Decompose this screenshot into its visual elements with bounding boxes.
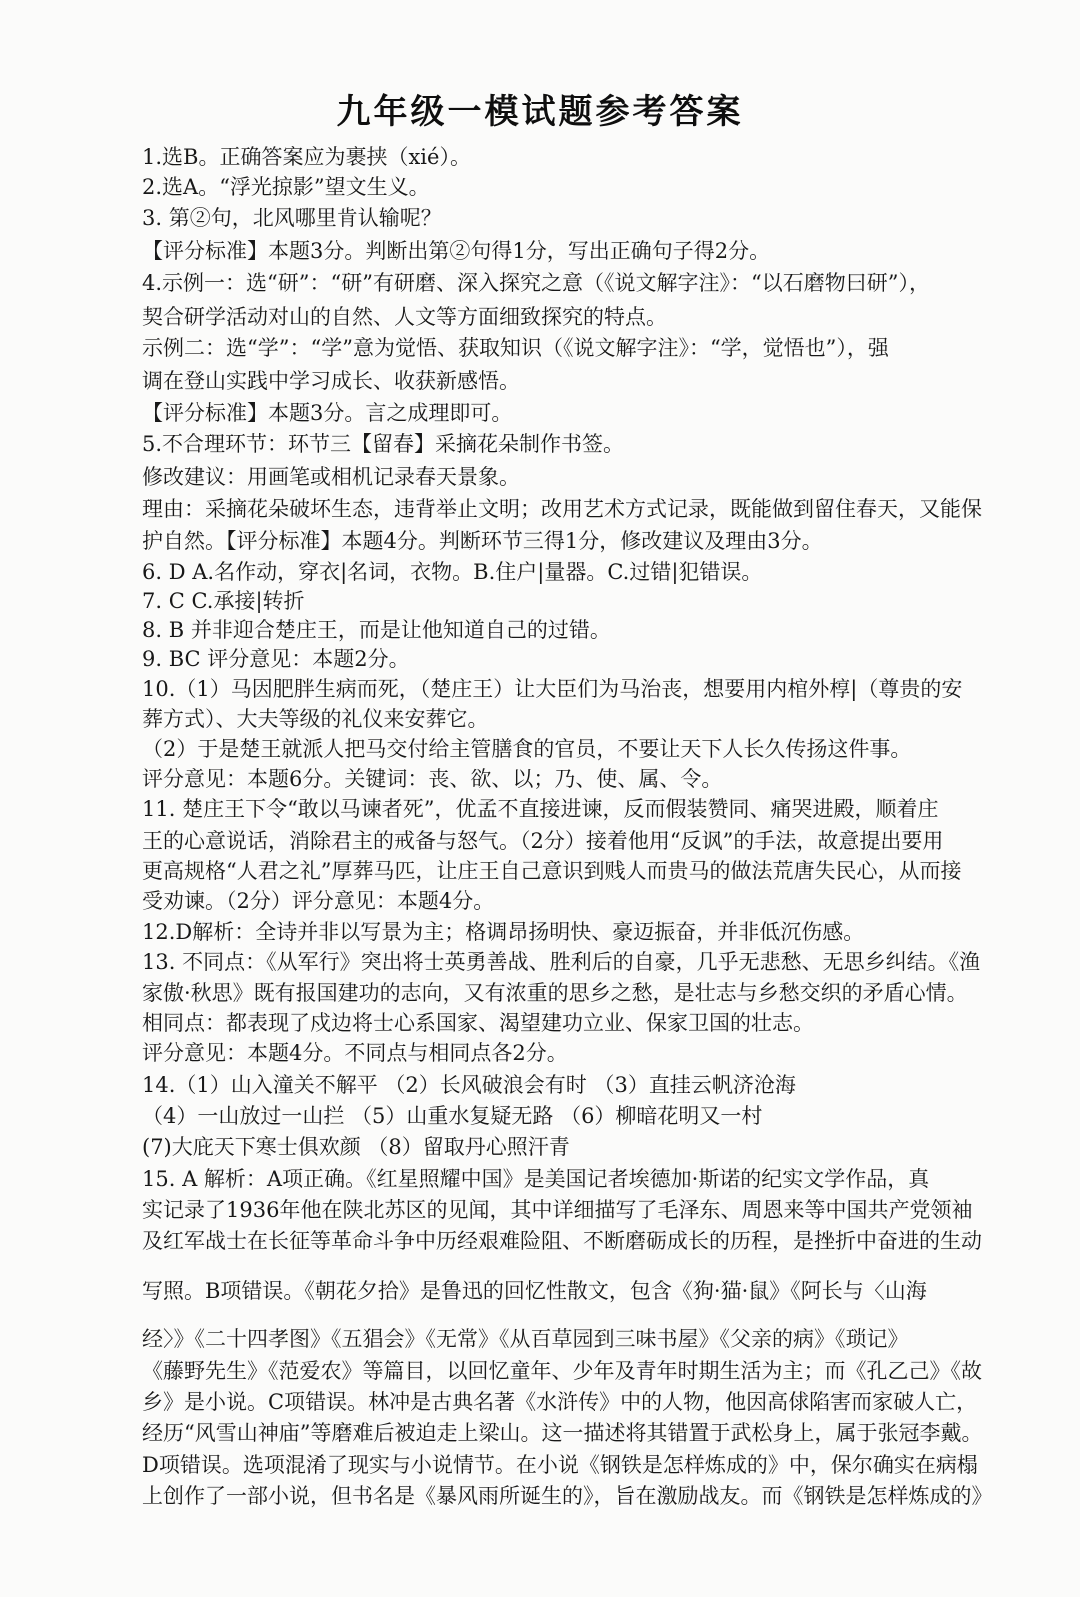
page-title: 九年级一模试题参考答案 (336, 92, 744, 132)
answer-line: 3. 第②句，北风哪里肯认输呢？ (142, 206, 442, 230)
answer-line: 4.示例一：选“研”：“研”有研磨、深入探究之意（《说文解字注》：“以石磨物曰研”）， (142, 271, 930, 295)
answer-line: 2.选A。“浮光掠影”望文生义。 (142, 175, 430, 199)
answer-line: 《藤野先生》《范爱农》等篇目，以回忆童年、少年及青年时期生活为主；而《孔乙己》《故 (142, 1359, 982, 1383)
answer-line: 15. A 解析：A项正确。《红星照耀中国》是美国记者埃德加·斯诺的纪实文学作品，真 (142, 1167, 930, 1191)
answer-line: 受劝谏。（2分）评分意见：本题4分。 (142, 889, 495, 913)
answer-line: 评分意见：本题4分。不同点与相同点各2分。 (142, 1041, 568, 1065)
answer-line: 【评分标准】本题3分。判断出第②句得1分，写出正确句子得2分。 (142, 239, 771, 263)
answer-line: 更高规格“人君之礼”厚葬马匹，让庄王自己意识到贱人而贵马的做法荒唐失民心，从而接 (142, 859, 962, 883)
answer-line: 5.不合理环节：环节三【留春】采摘花朵制作书签。 (142, 432, 625, 456)
answer-line: 9. BC 评分意见：本题2分。 (142, 647, 410, 671)
answer-line: 评分意见：本题6分。关键词：丧、欲、以；乃、使、属、令。 (142, 767, 723, 791)
answer-line: 相同点：都表现了戍边将士心系国家、渴望建功立业、保家卫国的壮志。 (142, 1011, 814, 1035)
answer-line: 契合研学活动对山的自然、人文等方面细致探究的特点。 (142, 305, 667, 329)
answer-line: 经历“风雪山神庙”等磨难后被迫走上梁山。这一描述将其错置于武松身上，属于张冠李戴。 (142, 1421, 983, 1445)
answer-line: 理由：采摘花朵破坏生态，违背举止文明；改用艺术方式记录，既能做到留住春天，又能保 (142, 497, 982, 521)
answer-line: 10.（1）马因肥胖生病而死，（楚庄王）让大臣们为马治丧，想要用内棺外椁|（尊贵的安 (142, 677, 963, 701)
answer-line: 家傲·秋思》既有报国建功的志向，又有浓重的思乡之愁，是壮志与乡愁交织的矛盾心情。 (142, 981, 968, 1005)
answer-line: 王的心意说话，消除君主的戒备与怒气。（2分）接着他用“反讽”的手法，故意提出要用 (142, 829, 944, 853)
answer-line: 【评分标准】本题3分。言之成理即可。 (142, 401, 513, 425)
answer-line: 写照。B项错误。《朝花夕拾》是鲁迅的回忆性散文，包含《狗·猫·鼠》《阿长与〈山海 (142, 1279, 927, 1303)
answer-line: 修改建议：用画笔或相机记录春天景象。 (142, 465, 520, 489)
answer-line: D项错误。选项混淆了现实与小说情节。在小说《钢铁是怎样炼成的》中，保尔确实在病榻 (142, 1453, 978, 1477)
answer-line: 实记录了1936年他在陕北苏区的见闻，其中详细描写了毛泽东、周恩来等中国共产党领袖 (142, 1198, 973, 1222)
answer-line: 13. 不同点：《从军行》突出将士英勇善战、胜利后的自豪，几乎无悲愁、无思乡纠结。《渔 (142, 950, 981, 974)
answer-line: 上创作了一部小说，但书名是《暴风雨所诞生的》，旨在激励战友。而《钢铁是怎样炼成的》 (142, 1484, 993, 1508)
answer-line: （2）于是楚王就派人把马交付给主管膳食的官员，不要让天下人长久传扬这件事。 (142, 737, 912, 761)
answer-line: 11. 楚庄王下令“敢以马谏者死”，优孟不直接进谏，反而假装赞同、痛哭进殿，顺着庄 (142, 797, 939, 821)
answer-line: 1.选B。正确答案应为裹挟（xié）。 (142, 145, 471, 169)
answer-line: 护自然。【评分标准】本题4分。判断环节三得1分，修改建议及理由3分。 (142, 529, 823, 553)
answer-line: （4）一山放过一山拦 （5）山重水复疑无路 （6）柳暗花明又一村 (142, 1104, 763, 1128)
answer-line: 及红军战士在长征等革命斗争中历经艰难险阻、不断磨砺成长的历程，是挫折中奋进的生动 (142, 1229, 982, 1253)
answer-line: 8. B 并非迎合楚庄王，而是让他知道自己的过错。 (142, 618, 611, 642)
answer-line: 12.D解析：全诗并非以写景为主；格调昂扬明快、豪迈振奋，并非低沉伤感。 (142, 920, 865, 944)
answer-line: 7. C C.承接|转折 (142, 589, 305, 613)
answer-line: 经〉》《二十四孝图》《五猖会》《无常》《从百草园到三味书屋》《父亲的病》《琐记》 (142, 1327, 909, 1351)
answer-line: 示例二：选“学”：“学”意为觉悟、获取知识（《说文解字注》：“学，觉悟也”），强 (142, 336, 889, 360)
answer-line: 葬方式）、大夫等级的礼仪来安葬它。 (142, 707, 489, 731)
answer-line: 14.（1）山入潼关不解平 （2）长风破浪会有时 （3）直挂云帆济沧海 (142, 1073, 796, 1097)
answer-line: 6. D A.名作动，穿衣|名词，衣物。B.住户|量器。C.过错|犯错误。 (142, 560, 763, 584)
answer-line: (7)大庇天下寒士俱欢颜 （8）留取丹心照汗青 (142, 1135, 570, 1159)
answer-line: 乡》是小说。C项错误。林冲是古典名著《水浒传》中的人物，他因高俅陷害而家破人亡， (142, 1390, 978, 1414)
answer-line: 调在登山实践中学习成长、收获新感悟。 (142, 369, 520, 393)
